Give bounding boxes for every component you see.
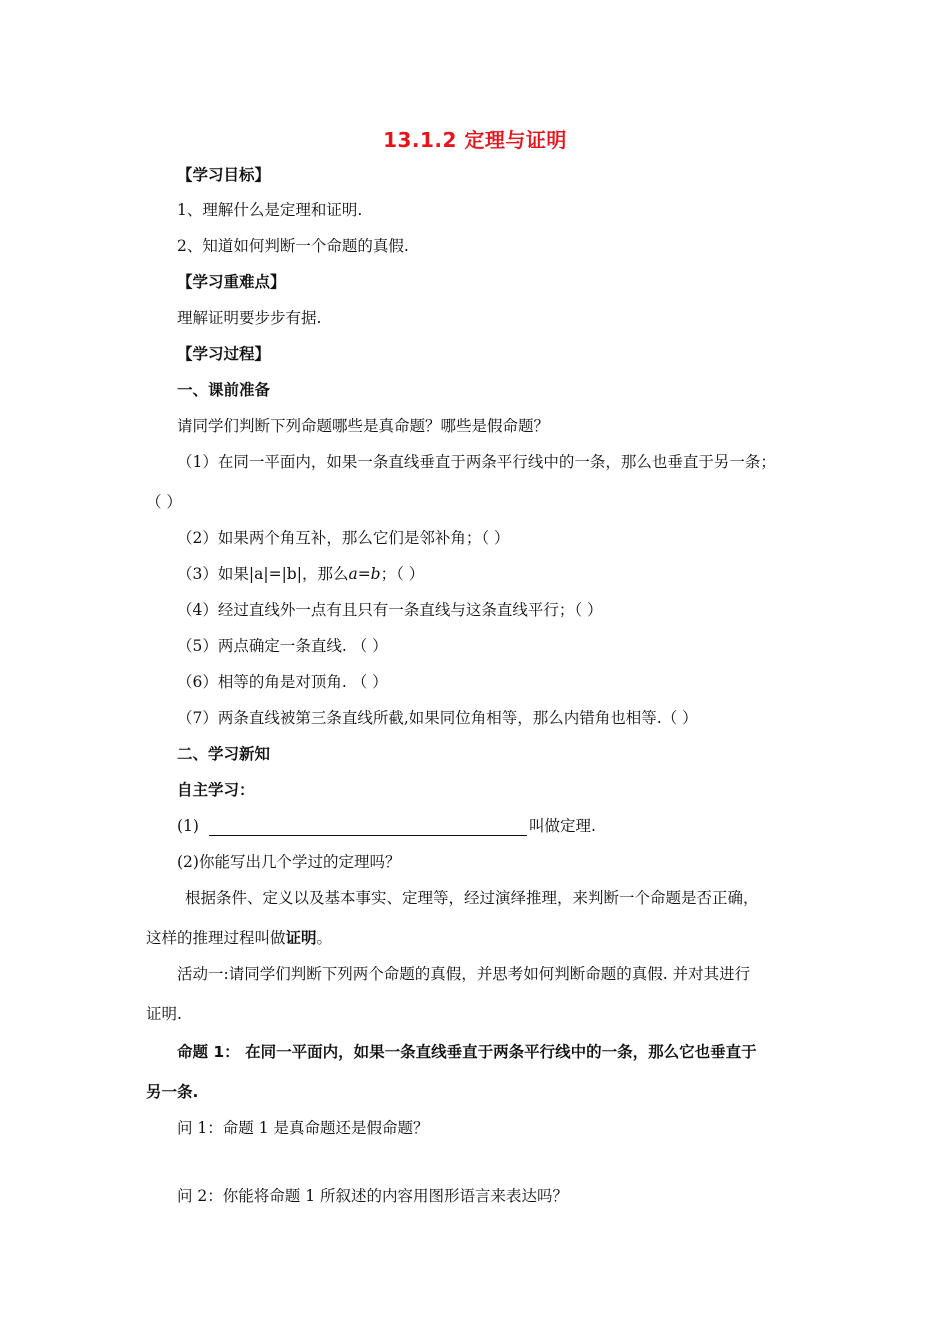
objective-item-2: 2、知道如何判断一个命题的真假. bbox=[177, 237, 409, 255]
proposition-1-line-2: 另一条. bbox=[146, 1083, 199, 1101]
section-1-heading: 一、课前准备 bbox=[177, 381, 271, 399]
question-1-line-1: （1）在同一平面内，如果一条直线垂直于两条平行线中的一条，那么也垂直于另一条； bbox=[177, 453, 776, 471]
theorem-blank-line[interactable] bbox=[209, 819, 527, 836]
proof-definition-line-2 bbox=[146, 928, 332, 948]
question-6: （6）相等的角是对顶角. （ ） bbox=[177, 673, 388, 691]
fill-blank-suffix: 叫做定理. bbox=[528, 817, 596, 835]
activity-line-1: 活动一:请同学们判断下列两个命题的真假，并思考如何判断命题的真假. 并对其进行 bbox=[177, 965, 751, 983]
activity-line-2: 证明. bbox=[146, 1005, 182, 1023]
equals-sign: = bbox=[268, 565, 282, 583]
judge-intro: 请同学们判断下列命题哪些是真命题？哪些是假命题？ bbox=[177, 417, 550, 435]
proof-definition-prefix: 这样的推理过程叫做 bbox=[146, 929, 286, 947]
proof-definition-line-1: 根据条件、定义以及基本事实、定理等，经过演绎推理，来判断一个命题是否正确， bbox=[185, 889, 759, 907]
question-5: （5）两点确定一条直线. （ ） bbox=[177, 637, 388, 655]
question-4: （4）经过直线外一点有且只有一条直线与这条直线平行；（ ） bbox=[177, 601, 603, 619]
question-3-prefix: （3）如果 bbox=[177, 565, 249, 583]
question-ask-2: 问 2：你能将命题 1 所叙述的内容用图形语言来表达吗？ bbox=[177, 1187, 569, 1205]
process-heading: 【学习过程】 bbox=[177, 345, 271, 363]
document-title: 13.1.2 定理与证明 bbox=[383, 128, 567, 152]
key-points-heading: 【学习重难点】 bbox=[177, 273, 286, 291]
proof-term: 证明 bbox=[285, 929, 317, 947]
section-2-heading: 二、学习新知 bbox=[177, 745, 271, 763]
abs-b: |b| bbox=[281, 565, 302, 583]
question-7: （7）两条直线被第三条直线所截,如果同位角相等，那么内错角也相等.（ ） bbox=[177, 709, 698, 727]
question-3-suffix: ；（ ） bbox=[380, 565, 425, 583]
question-2: （2）如果两个角互补，那么它们是邻补角；（ ） bbox=[177, 529, 510, 547]
self-study-heading: 自主学习： bbox=[177, 781, 255, 799]
question-1-line-2: （ ） bbox=[146, 493, 182, 511]
question-ask-1: 问 1：命题 1 是真命题还是假命题？ bbox=[177, 1119, 429, 1137]
objectives-heading: 【学习目标】 bbox=[177, 166, 271, 184]
theorem-question: (2)你能写出几个学过的定理吗？ bbox=[177, 853, 401, 871]
proof-definition-suffix: 。 bbox=[316, 929, 333, 947]
proposition-1-line-1: 命题 1： 在同一平面内，如果一条直线垂直于两条平行线中的一条，那么它也垂直于 bbox=[177, 1043, 757, 1061]
objective-item-1: 1、理解什么是定理和证明. bbox=[177, 201, 363, 219]
question-3-variable: a=b bbox=[348, 565, 381, 583]
fill-blank-theorem bbox=[177, 816, 596, 836]
question-3-mid: ，那么 bbox=[301, 565, 349, 583]
question-3 bbox=[177, 564, 424, 584]
abs-a: |a| bbox=[248, 565, 269, 583]
fill-blank-prefix: (1) bbox=[177, 817, 199, 835]
key-points-text: 理解证明要步步有据. bbox=[177, 309, 322, 327]
